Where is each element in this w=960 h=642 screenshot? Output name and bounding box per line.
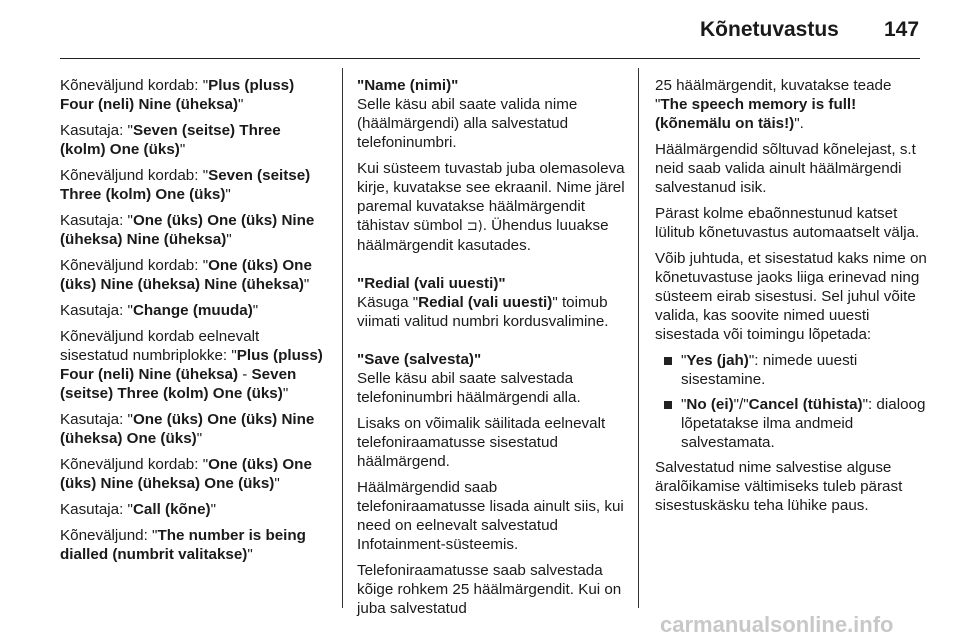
page-header-title: Kõnetuvastus (700, 18, 839, 41)
dialog-line: Kõneväljund: "The number is being dialled (numbrit valitakse)" (60, 527, 306, 563)
dialog-line: Kasutaja: "Seven (seitse) Three (kolm) One (üks)" (60, 122, 281, 158)
dialog-line: Kasutaja: "Call (kõne)" (60, 501, 216, 518)
voice-tag-icon: ⊐) (466, 219, 483, 234)
dialog-line: Kõneväljund kordab: "One (üks) One (üks) Nine (üheksa) Nine (üheksa)" (60, 257, 312, 293)
dialog-line: Kõneväljund kordab: "One (üks) One (üks) Nine (üheksa) One (üks)" (60, 456, 312, 492)
paragraph: Selle käsu abil saate salvestada telefoninumbri häälmärgendi alla. (357, 370, 581, 406)
paragraph: Võib juhtuda, et sisestatud kaks nime on kõnetuvastuse jaoks liiga erinevad ning süsteem eirab sisestusi. Sel juhul võite valida, kas soovite nimed uuesti sisestada või toimingu lõpetada: (655, 250, 927, 343)
paragraph: Lisaks on võimalik säilitada eelnevalt telefoniraamatusse sisestatud häälmärgend. (357, 415, 606, 470)
column-1 (60, 76, 330, 571)
column-2 (357, 76, 629, 625)
dialog-line: Kasutaja: "One (üks) One (üks) Nine (üheksa) One (üks)" (60, 411, 315, 447)
dialog-line: Kõneväljund kordab: "Seven (seitse) Three (kolm) One (üks)" (60, 167, 311, 203)
column-3 (655, 76, 927, 522)
bullet-item-yes: "Yes (jah)": nimede uuesti sisestamine. (655, 351, 927, 389)
header-rule (60, 58, 920, 59)
section-heading-save: "Save (salvesta)" (357, 351, 482, 368)
paragraph: Häälmärgendid saab telefoniraamatusse lisada ainult siis, kui need on eelnevalt salvestatud Infotainment-süsteemis. (357, 479, 624, 553)
section-heading-name: "Name (nimi)" (357, 77, 459, 94)
bullet-square-icon (664, 357, 672, 365)
watermark: carmanualsonline.info (660, 612, 894, 637)
paragraph: 25 häälmärgendit, kuvatakse teade "The speech memory is full! (kõnemälu on täis!)". (655, 77, 892, 132)
paragraph: Häälmärgendid sõltuvad kõnelejast, s.t neid saab valida ainult häälmärgendi salvestanud isik. (655, 141, 916, 196)
page-number: 147 (884, 18, 920, 41)
dialog-line: Kasutaja: "Change (muuda)" (60, 302, 259, 319)
section-heading-redial: "Redial (vali uuesti)" (357, 275, 506, 292)
dialog-line: Kasutaja: "One (üks) One (üks) Nine (üheksa) Nine (üheksa)" (60, 212, 315, 248)
paragraph: Telefoniraamatusse saab salvestada kõige rohkem 25 häälmärgendit. Kui on juba salvestatud (357, 562, 622, 617)
paragraph: Pärast kolme ebaõnnestunud katset lülitub kõnetuvastus automaatselt välja. (655, 205, 920, 241)
column-divider-1 (342, 68, 343, 608)
paragraph: Kui süsteem tuvastab juba olemasoleva kirje, kuvatakse see ekraanil. Nime järel paremal kuvatakse häälmärgendit tähistav sümbol ⊐). Ühendus luuakse häälmärgendit kasutades. (357, 160, 625, 254)
bullet-square-icon (664, 401, 672, 409)
bullet-item-no-cancel: "No (ei)"/"Cancel (tühista)": dialoog lõpetatakse ilma andmeid salvestamata. (655, 395, 927, 452)
paragraph: Salvestatud nime salvestise alguse äralõikamise vältimiseks tuleb pärast sisestuskäsku teha lühike paus. (655, 459, 903, 514)
column-divider-2 (638, 68, 639, 608)
dialog-line: Kõneväljund kordab eelnevalt sisestatud numbriplokke: "Plus (pluss) Four (neli) Nine (üheksa) - Seven (seitse) Three (kolm) One (üks)" (60, 328, 323, 402)
paragraph: Selle käsu abil saate valida nime (häälmärgendi) alla salvestatud telefoninumbri. (357, 96, 578, 151)
dialog-line: Kõneväljund kordab: "Plus (pluss) Four (neli) Nine (üheksa)" (60, 77, 295, 113)
paragraph: Käsuga "Redial (vali uuesti)" toimub viimati valitud numbri kordusvalimine. (357, 294, 609, 330)
